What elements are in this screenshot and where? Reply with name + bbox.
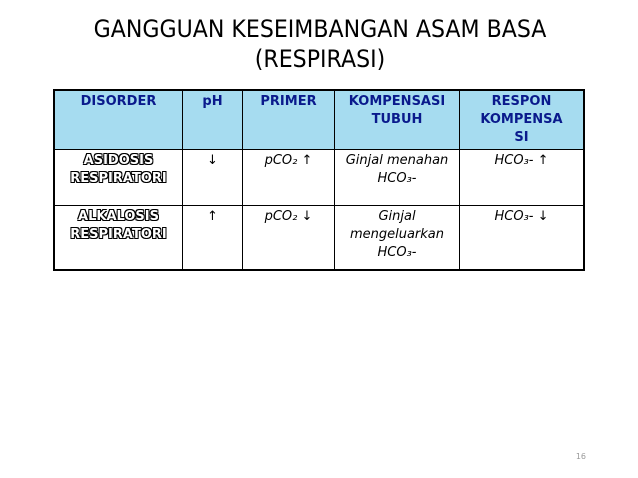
table-header-row	[55, 91, 584, 150]
header-primer: PRIMER	[243, 91, 335, 150]
arrow-down-icon: ↓	[207, 153, 218, 168]
cell-disorder: ASIDOSIS RESPIRATORI	[55, 150, 183, 206]
cell-ph	[183, 150, 243, 206]
table-row	[55, 150, 584, 206]
header-respon-kompensasi: RESPON KOMPENSA SI	[460, 91, 584, 150]
table-row	[55, 206, 584, 270]
header-ph: pH	[183, 91, 243, 150]
slide-title-line-1: GANGGUAN KESEIMBANGAN ASAM BASA	[93, 15, 547, 43]
slide-title-line-2: (RESPIRASI)	[254, 45, 386, 73]
cell-respon: HCO₃- ↑	[460, 150, 584, 206]
cell-primer: pCO₂ ↓	[243, 206, 335, 270]
slide-title	[81, 14, 559, 74]
acid-base-disorder-table	[54, 90, 584, 270]
cell-disorder: ALKALOSIS RESPIRATORI	[55, 206, 183, 270]
header-disorder: DISORDER	[55, 91, 183, 150]
header-kompensasi-tubuh: KOMPENSASI TUBUH	[335, 91, 460, 150]
cell-primer: pCO₂ ↑	[243, 150, 335, 206]
cell-ph	[183, 206, 243, 270]
arrow-up-icon: ↑	[207, 209, 218, 224]
cell-kompensasi: Ginjal menahan HCO₃-	[335, 150, 460, 206]
cell-respon: HCO₃- ↓	[460, 206, 584, 270]
page-number: 16	[575, 452, 586, 461]
cell-kompensasi: Ginjal mengeluarkan HCO₃-	[335, 206, 460, 270]
